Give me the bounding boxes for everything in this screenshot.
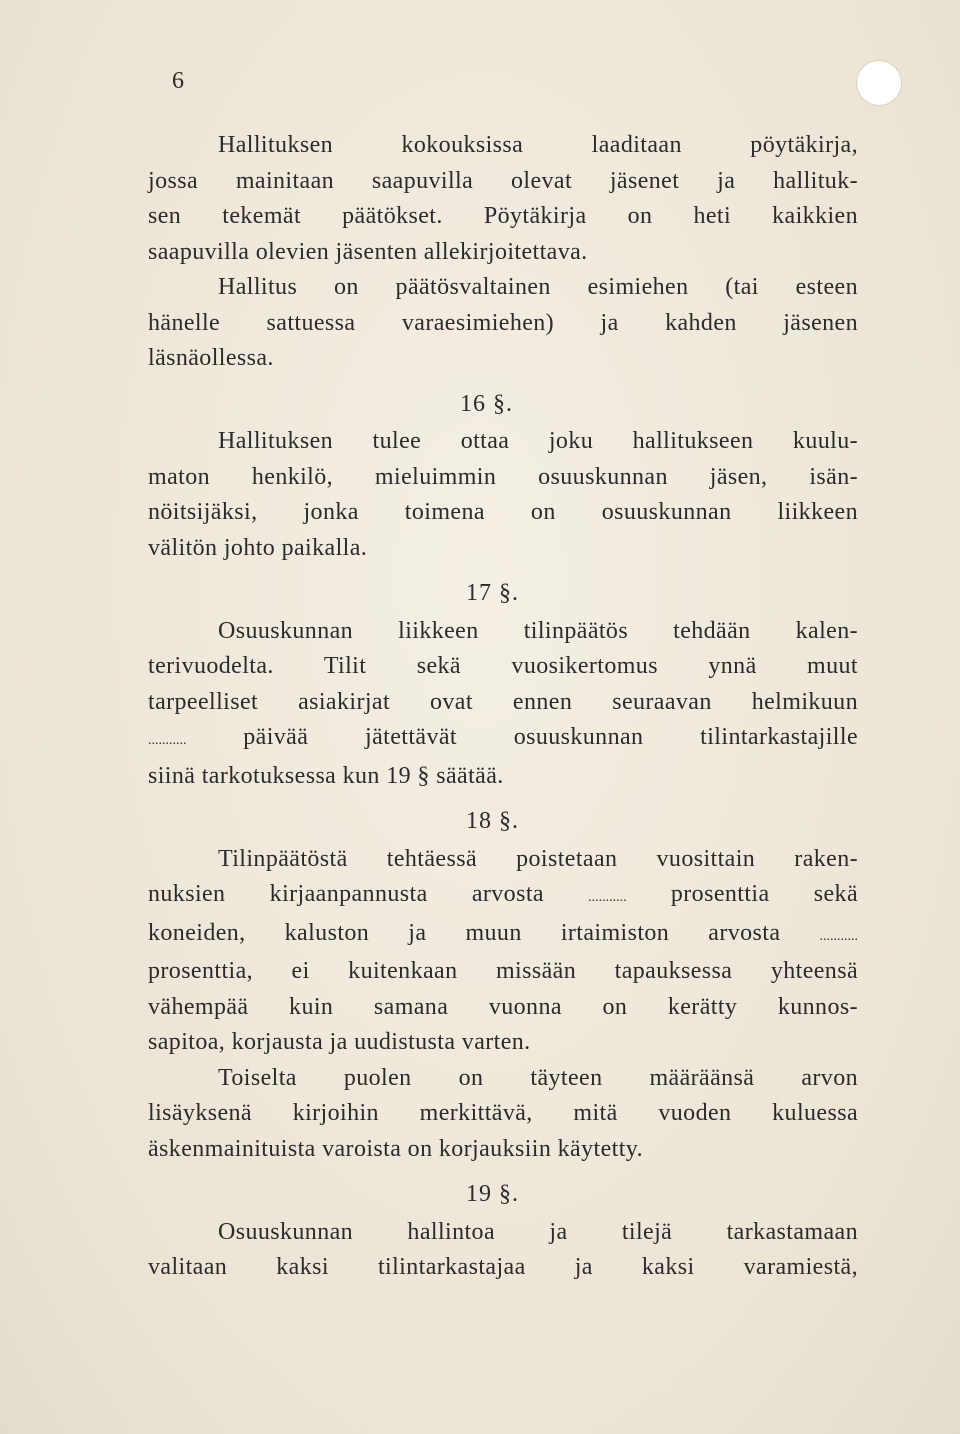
blank-fill: ...........: [819, 928, 858, 944]
blank-fill: ...........: [148, 733, 187, 748]
paragraph-line: välitön johto paikalla.: [148, 534, 368, 561]
line-text: koneiden, kaluston ja muun irtaimiston arvosta: [148, 919, 781, 946]
paragraph-line: maton henkilö, mieluimmin osuuskunnan jäsen, isän-: [148, 463, 858, 490]
paragraph-line: terivuodelta. Tilit sekä vuosikertomus ynnä muut: [148, 653, 858, 679]
paragraph-line: [148, 720, 858, 759]
paragraph-line: lisäyksenä kirjoihin merkittävä, mitä vuoden kuluessa: [148, 1100, 858, 1126]
page-number: 6: [172, 68, 184, 94]
punch-hole: [856, 60, 902, 106]
paragraph-line: vähempää kuin samana vuonna on kerätty kunnos-: [148, 993, 858, 1020]
paragraph-line: nöitsijäksi, jonka toimena on osuuskunnan liikkeen: [148, 499, 858, 525]
paragraph-line: saapuvilla olevien jäsenten allekirjoitettava.: [148, 238, 588, 265]
paragraph-line: [148, 877, 858, 916]
section-heading-16: 16 §.: [460, 390, 513, 417]
paragraph-line: sen tekemät päätökset. Pöytäkirja on heti kaikkien: [148, 203, 858, 229]
paragraph-line: valitaan kaksi tilintarkastajaa ja kaksi varamiestä,: [148, 1254, 858, 1280]
section-heading-18: 18 §.: [466, 808, 519, 834]
paragraph-line: Osuuskunnan hallintoa ja tilejä tarkastamaan: [218, 1218, 858, 1245]
paragraph-line: Tilinpäätöstä tehtäessä poistetaan vuosittain raken-: [218, 845, 858, 872]
line-text: prosenttia sekä: [670, 881, 858, 907]
blank-fill: ...........: [588, 890, 627, 905]
paragraph-line: Hallituksen tulee ottaa joku hallitukseen kuulu-: [218, 428, 858, 454]
paragraph-line: Hallituksen kokouksissa laaditaan pöytäkirja,: [218, 132, 858, 158]
line-text: nuksien kirjaanpannusta arvosta: [148, 881, 544, 907]
paragraph-line: hänelle sattuessa varaesimiehen) ja kahden jäsenen: [148, 309, 858, 336]
paragraph-line: tarpeelliset asiakirjat ovat ennen seuraavan helmikuun: [148, 688, 858, 715]
line-text: päivää jätettävät osuuskunnan tilintarkastajille: [243, 724, 858, 750]
paragraph-line: prosenttia, ei kuitenkaan missään tapauksessa yhteensä: [148, 958, 858, 984]
section-heading-17: 17 §.: [466, 580, 519, 606]
paragraph-line: sapitoa, korjausta ja uudistusta varten.: [148, 1029, 531, 1055]
section-heading-19: 19 §.: [466, 1181, 519, 1207]
paragraph-line: Toiselta puolen on täyteen määräänsä arvon: [218, 1064, 858, 1091]
document-body: [148, 128, 858, 1286]
paragraph-line: läsnäollessa.: [148, 345, 274, 371]
paragraph-line: jossa mainitaan saapuvilla olevat jäsenet ja hallituk-: [148, 167, 858, 194]
paragraph-line: siinä tarkotuksessa kun 19 § säätää.: [148, 762, 504, 789]
paragraph-line: Hallitus on päätösvaltainen esimiehen (tai esteen: [218, 274, 858, 300]
paragraph-line: äskenmainituista varoista on korjauksiin käytetty.: [148, 1135, 644, 1162]
paragraph-line: Osuuskunnan liikkeen tilinpäätös tehdään kalen-: [218, 617, 858, 644]
paragraph-line: [148, 916, 858, 955]
